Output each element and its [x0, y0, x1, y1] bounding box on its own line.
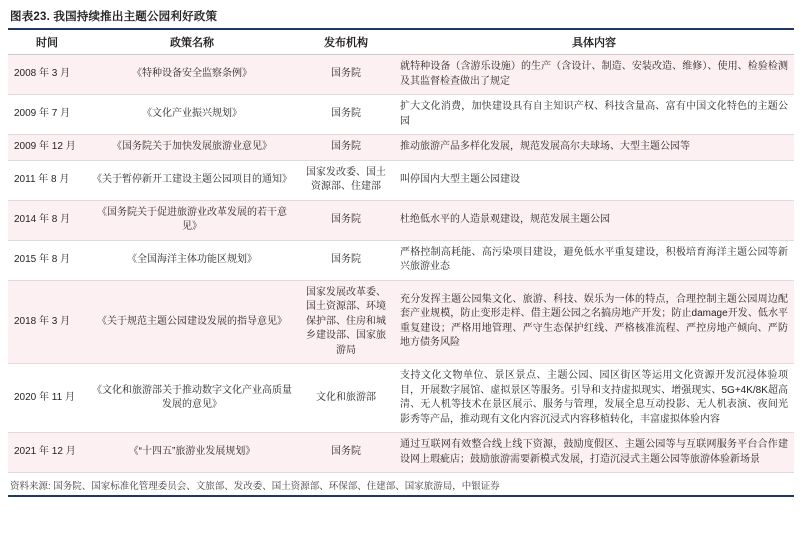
- cell-time: 2011 年 8 月: [8, 160, 86, 200]
- cell-org: 文化和旅游部: [298, 364, 394, 433]
- cell-org: 国务院: [298, 95, 394, 135]
- table-row: [8, 240, 794, 280]
- cell-content: 通过互联网有效整合线上线下资源，鼓励度假区、主题公园等与互联网服务平台合作建设网上瑕疵店；鼓励旅游需要新模式发展，打造沉浸式主题公园等旅游体验新场景: [394, 433, 794, 473]
- cell-content: 扩大文化消费，加快建设具有自主知识产权、科技含量高、富有中国文化特色的主题公园: [394, 95, 794, 135]
- cell-org: 国务院: [298, 135, 394, 161]
- table-row: [8, 433, 794, 473]
- cell-time: 2021 年 12 月: [8, 433, 86, 473]
- page-title: 图表23. 我国持续推出主题公园利好政策: [10, 11, 218, 23]
- cell-policy-name: 《国务院关于促进旅游业改革发展的若干意见》: [86, 200, 298, 240]
- table-body: [8, 55, 794, 473]
- cell-policy-name: 《文化产业振兴规划》: [86, 95, 298, 135]
- table-row: [8, 160, 794, 200]
- cell-policy-name: 《关于规范主题公园建设发展的指导意见》: [86, 280, 298, 364]
- cell-time: 2018 年 3 月: [8, 280, 86, 364]
- col-header-time: 时间: [8, 30, 86, 55]
- cell-org: 国家发展改革委、国土资源部、环境保护部、住房和城乡建设部、国家旅游局: [298, 280, 394, 364]
- cell-time: 2009 年 7 月: [8, 95, 86, 135]
- cell-content: 就特种设备（含游乐设施）的生产（含设计、制造、安装改造、维修）、使用、检验检测及其监督检查做出了规定: [394, 55, 794, 95]
- col-header-org: 发布机构: [298, 30, 394, 55]
- table-row: [8, 95, 794, 135]
- cell-policy-name: 《国务院关于加快发展旅游业意见》: [86, 135, 298, 161]
- col-header-content: 具体内容: [394, 30, 794, 55]
- cell-time: 2020 年 11 月: [8, 364, 86, 433]
- table-header-row: [8, 30, 794, 55]
- cell-content: 推动旅游产品多样化发展，规范发展高尔夫球场、大型主题公园等: [394, 135, 794, 161]
- cell-content: 严格控制高耗能、高污染项目建设，避免低水平重复建设，积极培育海洋主题公园等新兴旅游业态: [394, 240, 794, 280]
- cell-content: 充分发挥主题公园集文化、旅游、科技、娱乐为一体的特点，合理控制主题公园周边配套产业规模，防止变形走样、借主题公园之名搞房地产开发；防止damage开发、低水平重复建设；严格用地管理、严守生态保护红线、严格核准流程、严控房地产倾向、严防地方债务风险: [394, 280, 794, 364]
- source-footnote: 资料来源: 国务院、国家标准化管理委员会、文旅部、发改委、国土资源部、环保部、住建部、国家旅游局，中银证券: [10, 481, 500, 492]
- table-row: [8, 200, 794, 240]
- cell-time: 2015 年 8 月: [8, 240, 86, 280]
- cell-org: 国家发改委、国土资源部、住建部: [298, 160, 394, 200]
- cell-org: 国务院: [298, 55, 394, 95]
- cell-policy-name: 《“十四五”旅游业发展规划》: [86, 433, 298, 473]
- col-header-name: 政策名称: [86, 30, 298, 55]
- cell-policy-name: 《全国海洋主体功能区规划》: [86, 240, 298, 280]
- table-row: [8, 364, 794, 433]
- bottom-rule: [8, 495, 794, 497]
- table-row: [8, 280, 794, 364]
- cell-time: 2008 年 3 月: [8, 55, 86, 95]
- cell-org: 国务院: [298, 240, 394, 280]
- table-row: [8, 135, 794, 161]
- cell-content: 支持文化文物单位、景区景点、主题公园、园区街区等运用文化资源开发沉浸体验项目，开展数字展馆、虚拟景区等服务。引导和支持虚拟现实、增强现实、5G+4K/8K超高清、无人机等技术在景区展示、服务与管理，发展全息互动投影、无人机表演、夜间光影秀等产品，推动现有文化内容沉浸式内容移植转化，丰富虚拟体验内容: [394, 364, 794, 433]
- cell-policy-name: 《特种设备安全监察条例》: [86, 55, 298, 95]
- cell-org: 国务院: [298, 200, 394, 240]
- cell-org: 国务院: [298, 433, 394, 473]
- cell-content: 杜绝低水平的人造景观建设，规范发展主题公园: [394, 200, 794, 240]
- cell-content: 叫停国内大型主题公园建设: [394, 160, 794, 200]
- table-row: [8, 55, 794, 95]
- cell-policy-name: 《文化和旅游部关于推动数字文化产业高质量发展的意见》: [86, 364, 298, 433]
- cell-policy-name: 《关于暂停新开工建设主题公园项目的通知》: [86, 160, 298, 200]
- cell-time: 2014 年 8 月: [8, 200, 86, 240]
- policy-table: [8, 30, 794, 473]
- cell-time: 2009 年 12 月: [8, 135, 86, 161]
